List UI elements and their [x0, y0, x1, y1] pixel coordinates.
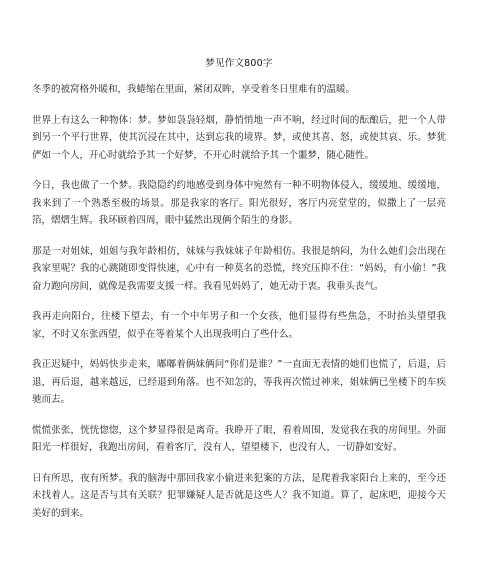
document-title: 梦见作文800字 [205, 58, 273, 69]
paragraph: 那是一对姐妹，姐姐与我年龄相仿，妹妹与我妹妹子年龄相仿。我很是纳闷，为什么她们会出现在我家里呢？我的心跳随即变得快速，心中有一种莫名的恐慌，终究压抑不住：“妈妈，有小偷！”我奋力跑向房间，就像是我需要支援一样。我看见妈妈了，她无动于衷。我垂头丧气。 [32, 245, 446, 292]
paragraph: 我再走向阳台，往楼下望去，有一个中年男子和一个女孩，他们显得有些焦急，不时抬头望望我家，不时又东张西望，似乎在等着某个人出现我明白了些什么。 [32, 311, 446, 340]
paragraph: 今日，我也做了一个梦。我隐隐约约地感受到身体中宛然有一种不明物体侵入，缓缓地、缓缓地，我来到了一个熟悉至极的场景。那是我家的客厅。阳光很好，客厅内亮堂堂的，似撒上了一层亮箔，熠熠生辉。我环顾着四周，眼中猛然出现俩个陌生的身影。 [32, 180, 446, 226]
paragraph: 世界上有这么一种物体：梦。梦如袅袅轻烟，静悄悄地一声不响，经过时间的酝酿后，把一个人带到另一个平行世界，使其沉浸在其中，达到忘我的境界。梦，或使其喜、怒，或使其哀、乐。梦犹俨如一个人，开心时就给予其一个好梦，不开心时就给予其一个噩梦，随心随性。 [32, 114, 446, 161]
paragraph: 日有所思，夜有所梦。我的脑海中那回我家小偷进来犯案的方法，是爬着我家阳台上来的，至今还未找着人。这是否与其有关联？犯罪嫌疑人是否就是这些人？我不知道。算了，起床吧，迎接今天美好的到来。 [32, 472, 446, 519]
document-body [32, 81, 446, 522]
paragraph: 冬季的被窝格外暖和，我蜷缩在里面，紧闭双眸，享受着冬日里难有的温暖。 [32, 84, 356, 95]
paragraph: 慌慌张张，恍恍惚惚，这个梦显得很是离奇。我睁开了眼，看着周围，发觉我在我的房间里。外面阳光一样很好，我跑出房间，看着客厅，没有人，望望楼下，也没有人，一切静如安好。 [32, 424, 446, 453]
paragraph: 我正迟疑中，妈妈快步走来，嘟嘟着俩妹俩问“你们是谁？”一直面无表情的她们也慌了，后退，后退，再后退，越来越远，已经退到角落。也不知怎的，等我再次慌过神来，姐妹俩已坐楼下的车疾驰而去。 [32, 359, 446, 405]
